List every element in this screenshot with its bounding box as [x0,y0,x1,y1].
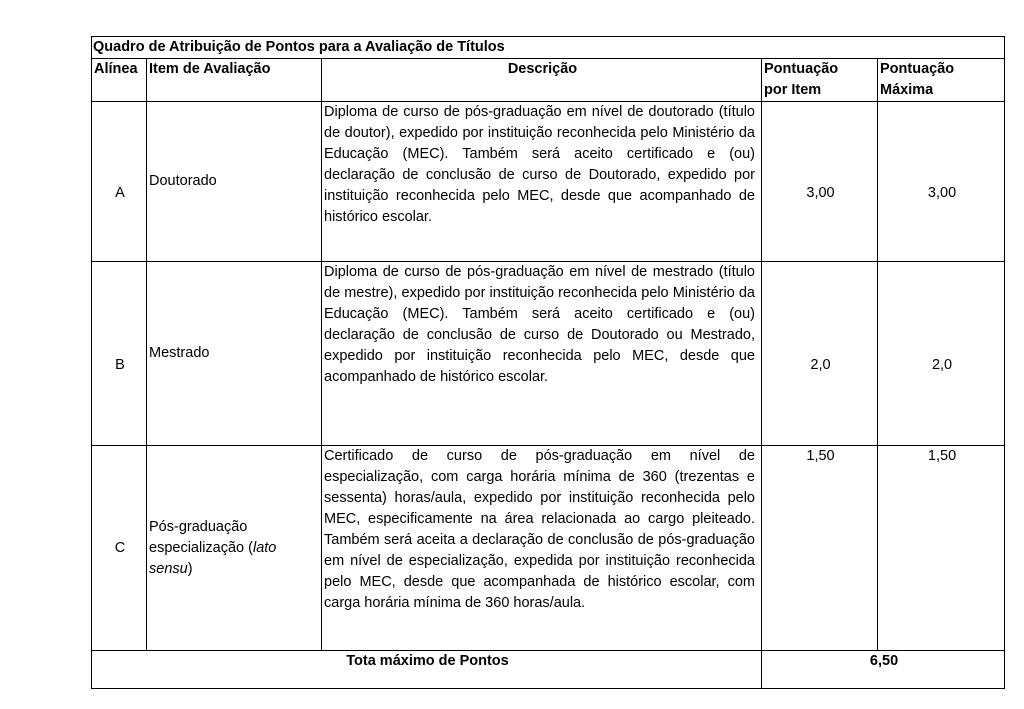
row-pontuacao-maxima-text: 1,50 [927,448,957,464]
header-alinea: Alínea [92,59,147,102]
header-descricao: Descrição [322,59,762,102]
row-pontuacao-item [762,446,878,651]
row-pontuacao-item-text: 3,00 [806,185,835,201]
table-row [92,262,1005,446]
row-item-suffix: ) [187,560,193,577]
header-pontuacao-item [762,59,878,102]
row-pontuacao-maxima-text: 2,0 [931,357,953,373]
row-alinea-text: A [115,185,125,201]
table-row [92,102,1005,262]
header-pontuacao-maxima-line2: Máxima [880,82,934,98]
row-item-italic: lato sensu [149,539,277,577]
row-pontuacao-maxima [878,262,1005,446]
row-item [147,446,322,651]
points-table [91,36,1005,689]
row-item-text: Mestrado [149,345,210,361]
header-pontuacao-item-line2: por Item [764,82,822,98]
row-descricao: Diploma de curso de pós-graduação em nível de mestrado (título de mestre), expedido por instituição reconhecida pelo Ministério da Educação (MEC). Também será aceito certificado e (ou) declaração de conclusão de curso de Doutorado ou Mestrado, expedido por instituição reconhecida pelo MEC, desde que acompanhado de histórico escolar. [322,262,762,446]
row-pontuacao-maxima-text: 3,00 [927,185,957,201]
header-item: Item de Avaliação [147,59,322,102]
header-pontuacao-maxima [878,59,1005,102]
row-descricao: Diploma de curso de pós-graduação em nível de doutorado (título de doutor), expedido por instituição reconhecida pelo Ministério da Educação (MEC). Também será aceito certificado e (ou) declaração de conclusão de curso de Doutorado, expedido por instituição reconhecida pelo MEC, desde que acompanhado de histórico escolar. [322,102,762,262]
row-pontuacao-item-text: 2,0 [810,357,831,373]
row-pontuacao-item [762,102,878,262]
row-alinea-text: B [115,357,125,373]
row-item [147,262,322,446]
row-alinea [92,262,147,446]
row-alinea [92,102,147,262]
header-pontuacao-item-line1: Pontuação [764,61,839,77]
row-alinea-text: C [114,539,126,556]
total-value: 6,50 [762,651,1005,689]
table-row [92,446,1005,651]
row-pontuacao-maxima [878,446,1005,651]
row-pontuacao-maxima [878,102,1005,262]
row-descricao: Certificado de curso de pós-graduação em nível de especialização, com carga horária mínima de 360 (trezentas e sessenta) horas/aula, expedido por instituição reconhecida pelo MEC, especificamente na área relacionada ao cargo pleiteado. Também será aceita a declaração de conclusão de pós-graduação em nível de especialização, expedida por instituição reconhecida pelo MEC, desde que acompanhada de histórico escolar, com carga horária mínima de 360 horas/aula. [322,446,762,651]
row-item [147,102,322,262]
row-pontuacao-item [762,262,878,446]
header-pontuacao-maxima-line1: Pontuação [880,61,955,77]
table-title: Quadro de Atribuição de Pontos para a Avaliação de Títulos [92,37,1005,59]
total-label: Tota máximo de Pontos [92,651,762,689]
row-item-text: Pós-graduação especialização ( [149,518,253,556]
row-alinea [92,446,147,651]
row-item-text: Doutorado [149,173,217,189]
total-row [92,651,1005,689]
row-pontuacao-item-text: 1,50 [806,448,835,464]
